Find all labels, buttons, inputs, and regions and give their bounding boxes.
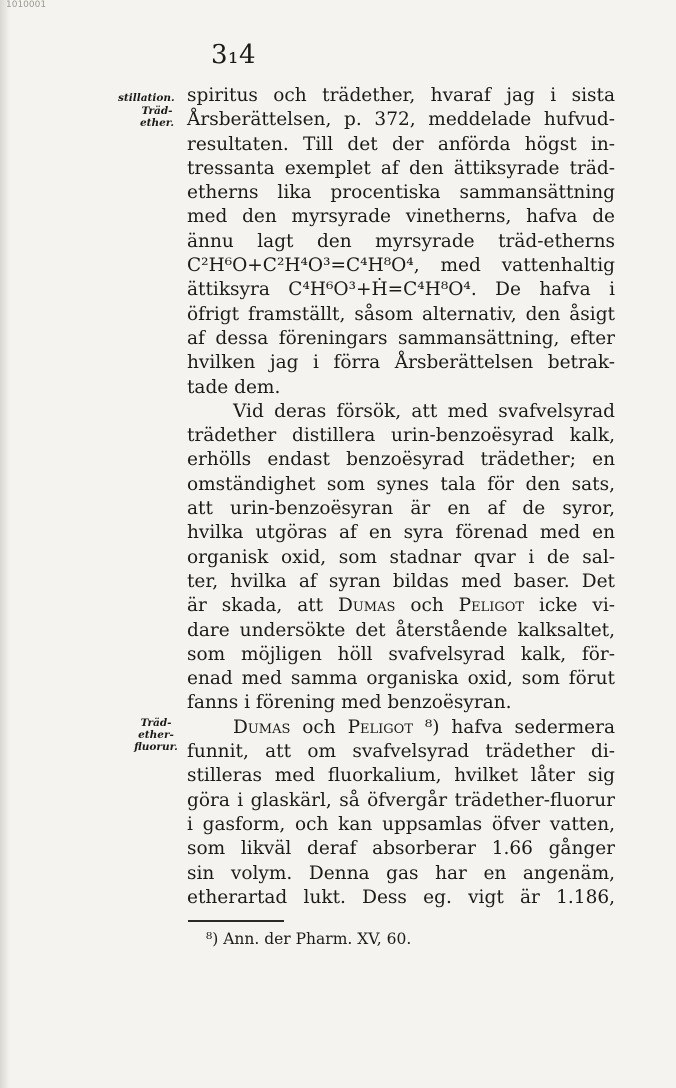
margin-note-trad-ether-fluorur bbox=[132, 717, 180, 753]
text-line: hvilken jag i förra Årsberättelsen betrak- bbox=[187, 352, 615, 374]
margin-note-trad-ether bbox=[138, 105, 176, 129]
text-line: etherns lika procentiska sammansättning bbox=[187, 182, 615, 204]
author-name-dumas: Dumas bbox=[233, 716, 291, 738]
text-line: ter, hvilka af syran bildas med baser. Det bbox=[187, 570, 615, 592]
text-line: spiritus och trädether, hvaraf jag i sista bbox=[187, 85, 615, 106]
footnote: ⁸) Ann. der Pharm. XV, 60. bbox=[206, 930, 412, 948]
text-fragment: ⁸) hafva sedermera bbox=[413, 716, 615, 738]
text-line: som likväl deraf absorberar 1.66 gånger bbox=[187, 838, 615, 860]
page-edge-shadow bbox=[0, 0, 10, 1088]
author-name-peligot: Peligot bbox=[458, 595, 525, 617]
text-line: Vid deras försök, att med svafvelsyrad bbox=[233, 400, 615, 422]
text-line: fanns i förening med benzoësyran. bbox=[187, 692, 512, 714]
text-line: af dessa föreningars sammansättning, efter bbox=[187, 327, 615, 349]
scan-id-label: 1010001 bbox=[6, 0, 47, 10]
text-line: öfrigt framställt, såsom alternativ, den åsigt bbox=[187, 303, 615, 325]
text-line: dare undersökte det återstående kalksaltet, bbox=[187, 619, 615, 641]
text-line: tade dem. bbox=[187, 376, 281, 398]
text-line: erhölls endast benzoësyrad trädether; en bbox=[187, 449, 615, 471]
margin-note-stillation: stillation. bbox=[118, 92, 175, 104]
margin-note-text: Träd- ether- fluorur. bbox=[134, 717, 178, 753]
text-line: ättiksyra C⁴H⁶O³+Ḣ=C⁴H⁸O⁴. De hafva i bbox=[187, 279, 615, 301]
text-line bbox=[187, 594, 615, 618]
text-line: organisk oxid, som stadnar qvar i de sal- bbox=[187, 546, 615, 568]
text-line: omständighet som synes tala för den sats, bbox=[187, 473, 615, 495]
author-name-peligot: Peligot bbox=[347, 716, 413, 738]
margin-note-text: Träd- ether. bbox=[139, 105, 175, 129]
text-line: hvilka utgöras af en syra förenad med en bbox=[187, 522, 615, 544]
author-name-dumas: Dumas bbox=[338, 595, 396, 617]
text-fragment: och bbox=[290, 716, 348, 738]
text-line: etherartad lukt. Dess eg. vigt är 1.186, bbox=[187, 886, 615, 908]
text-fragment: är skada, att bbox=[187, 595, 339, 617]
text-line: med den myrsyrade vinetherns, hafva de bbox=[187, 206, 615, 228]
text-fragment: icke vi- bbox=[524, 595, 615, 617]
footnote-divider bbox=[188, 920, 284, 922]
text-line: att urin-benzoësyran är en af de syror, bbox=[187, 498, 615, 520]
text-line: stilleras med fluorkalium, hvilket låter sig bbox=[187, 765, 615, 787]
body-text bbox=[187, 84, 615, 910]
text-line: göra i glaskärl, så öfvergår trädether-fluorur bbox=[187, 789, 615, 811]
text-line: sin volym. Denna gas har en angenäm, bbox=[187, 862, 615, 884]
text-line: tressanta exemplet af den ättiksyrade träd- bbox=[187, 157, 615, 179]
text-line: i gasform, och kan uppsamlas öfver vatten, bbox=[187, 813, 615, 835]
text-line: trädether distillera urin-benzoësyrad kalk, bbox=[187, 425, 615, 447]
text-line: enad med samma organiska oxid, som förut bbox=[187, 668, 615, 690]
text-line: som möjligen höll svafvelsyrad kalk, för- bbox=[187, 643, 615, 665]
page-number: 3₁4 bbox=[211, 40, 257, 70]
text-line: ännu lagt den myrsyrade träd-etherns bbox=[187, 230, 615, 252]
text-fragment: och bbox=[395, 595, 459, 617]
text-line: C²H⁶O+C²H⁴O³=C⁴H⁸O⁴, med vattenhaltig bbox=[187, 255, 615, 277]
text-line bbox=[187, 716, 615, 740]
text-line: funnit, att om svafvelsyrad trädether di- bbox=[187, 741, 615, 763]
text-line: Årsberättelsen, p. 372, meddelade hufvud- bbox=[187, 109, 615, 131]
text-line: resultaten. Till det der anförda högst in- bbox=[187, 133, 615, 155]
